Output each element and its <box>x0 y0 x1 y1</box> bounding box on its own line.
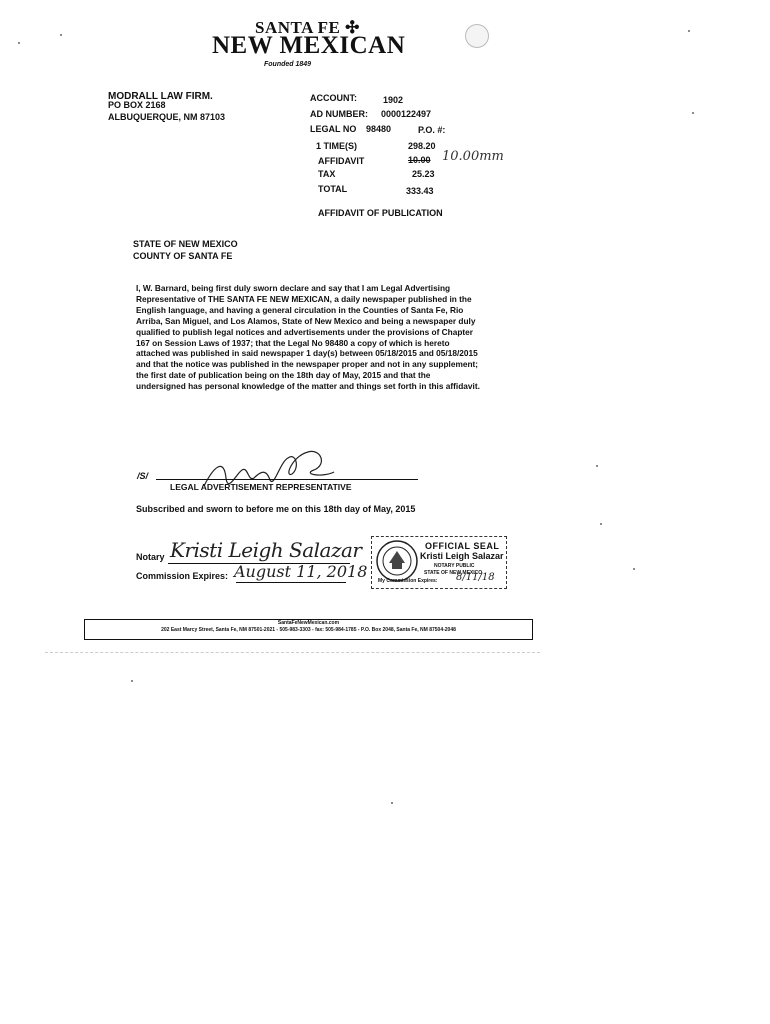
footer-contact-box <box>84 619 533 640</box>
footer-website: SantaFeNewMexican.com <box>277 620 340 626</box>
affidavit-title: AFFIDAVIT OF PUBLICATION <box>318 208 443 218</box>
times-value: 298.20 <box>408 141 436 151</box>
po-label: P.O. #: <box>418 125 446 135</box>
scan-speck <box>633 568 635 570</box>
seal-notary-name: Kristi Leigh Salazar <box>420 551 504 561</box>
state-county <box>133 238 238 262</box>
tax-label: TAX <box>318 169 336 179</box>
notary-label: Notary <box>136 552 165 562</box>
signature-caption: LEGAL ADVERTISEMENT REPRESENTATIVE <box>170 482 352 492</box>
total-label: TOTAL <box>318 184 348 194</box>
masthead-title: NEW MEXICAN <box>212 32 406 59</box>
signature-line <box>156 479 418 480</box>
scan-artifact-line <box>45 652 540 653</box>
state-line: STATE OF NEW MEXICO <box>133 239 238 249</box>
seal-emblem-icon <box>375 539 419 583</box>
county-line: COUNTY OF SANTA FE <box>133 251 233 261</box>
client-address <box>108 92 225 122</box>
client-city: ALBUQUERQUE, NM 87103 <box>108 112 226 122</box>
scan-speck <box>688 30 690 32</box>
affidavit-value: 10.00 <box>408 155 431 165</box>
seal-commission-expires: My Commission Expires: <box>378 578 438 584</box>
account-label: ACCOUNT: <box>310 93 357 103</box>
scan-speck <box>692 112 694 114</box>
scan-speck <box>18 42 20 44</box>
seal-notary-public: NOTARY PUBLIC <box>434 563 475 569</box>
scan-speck <box>596 465 598 467</box>
ad-number-label: AD NUMBER: <box>310 109 368 119</box>
signature-label: /S/ <box>137 471 149 481</box>
times-label: 1 TIME(S) <box>316 141 358 151</box>
affidavit-handwritten-correction: 10.00mm <box>442 149 504 164</box>
seal-state: STATE OF NEW MEXICO <box>424 570 483 576</box>
punch-hole-mark <box>465 24 489 48</box>
masthead-title-top: SANTA FE ✣ <box>255 18 360 37</box>
subscribed-statement: Subscribed and sworn to before me on this 18th day of May, 2015 <box>136 504 416 514</box>
founded-tagline: Founded 1849 <box>264 61 312 68</box>
scan-speck <box>60 34 62 36</box>
client-name: MODRALL LAW FIRM. <box>108 91 213 102</box>
scan-speck <box>600 523 602 525</box>
scan-speck <box>391 802 393 804</box>
commission-label: Commission Expires: <box>136 571 229 581</box>
client-po-box: PO BOX 2168 <box>108 100 166 110</box>
legal-no-value: 98480 <box>366 124 392 134</box>
commission-handwritten-date: August 11, 2018 <box>234 562 368 581</box>
notary-handwritten-name: Kristi Leigh Salazar <box>170 538 362 562</box>
scan-speck <box>131 680 133 682</box>
legal-no-label: LEGAL NO <box>310 124 357 134</box>
seal-handwritten-date: 8/11/18 <box>456 572 495 583</box>
commission-line <box>236 582 346 583</box>
total-value: 333.43 <box>406 186 434 196</box>
seal-title: OFFICIAL SEAL <box>425 541 500 551</box>
ad-number-value: 0000122497 <box>381 109 432 119</box>
tax-value: 25.23 <box>412 169 435 179</box>
affidavit-label: AFFIDAVIT <box>318 156 365 166</box>
account-value: 1902 <box>383 95 404 105</box>
footer-address: 202 East Marcy Street, Santa Fe, NM 87501-2021 - 505-983-3303 - fax: 505-984-1785 - P.O. Box 2048, Santa Fe, NM 87504-2048 <box>161 627 456 633</box>
affidavit-body: I, W. Barnard, being first duly sworn declare and say that I am Legal Advertising Representative of THE SANTA FE NEW MEXICAN, a daily newspaper published in the English language, and having a general circulation in the Counties of Santa Fe, Rio Arriba, San Miguel, and Los Alamos, State of New Mexico and being a newspaper duly qualified to publish legal notices and advertisements under the provisions of Chapter 167 on Session Laws of 1937; that the Legal No 98480 a copy of which is hereto attached was published in said newspaper 1 day(s) between 05/18/2015 and 05/18/2015 and that the notice was published in the newspaper proper and not in any supplement; the first date of publication being on the 18th day of May, 2015 and that the undersigned has personal knowledge of the matter and things set forth in this affidavit. <box>136 283 480 392</box>
